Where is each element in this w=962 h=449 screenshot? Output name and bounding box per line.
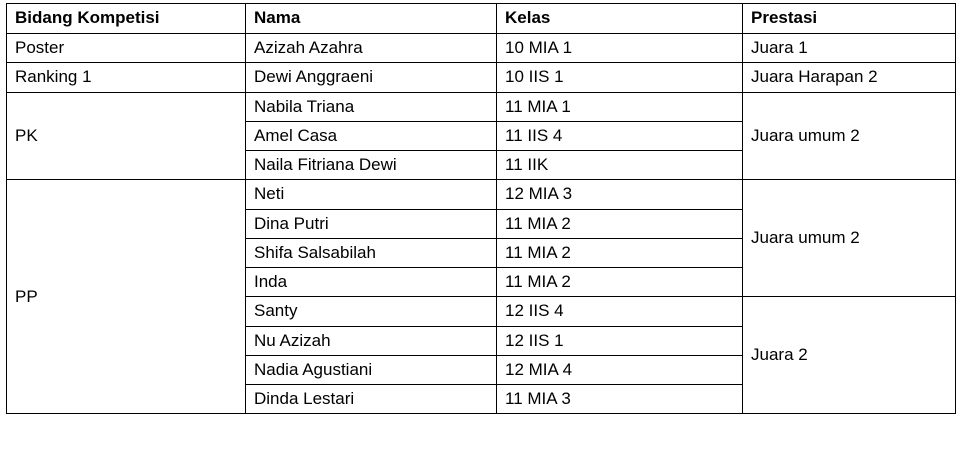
cell-kelas: 12 IIS 4: [497, 297, 743, 326]
cell-nama: Azizah Azahra: [246, 34, 497, 63]
cell-nama: Nadia Agustiani: [246, 355, 497, 384]
cell-bidang: Poster: [7, 34, 246, 63]
cell-nama: Dina Putri: [246, 209, 497, 238]
cell-kelas: 11 IIS 4: [497, 121, 743, 150]
cell-kelas: 12 MIA 4: [497, 355, 743, 384]
competition-table: [6, 3, 956, 414]
cell-prestasi-pp-1: Juara umum 2: [743, 180, 956, 297]
table-row: [7, 180, 956, 209]
cell-kelas: 11 MIA 2: [497, 238, 743, 267]
cell-kelas: 11 IIK: [497, 151, 743, 180]
cell-kelas: 12 IIS 1: [497, 326, 743, 355]
column-header-nama: Nama: [246, 4, 497, 34]
cell-prestasi-pp-2: Juara 2: [743, 297, 956, 414]
cell-bidang-pp: PP: [7, 180, 246, 414]
cell-nama: Amel Casa: [246, 121, 497, 150]
cell-kelas: 10 IIS 1: [497, 63, 743, 92]
cell-prestasi: Juara 1: [743, 34, 956, 63]
cell-kelas: 11 MIA 2: [497, 268, 743, 297]
cell-nama: Inda: [246, 268, 497, 297]
cell-nama: Dewi Anggraeni: [246, 63, 497, 92]
cell-nama: Naila Fitriana Dewi: [246, 151, 497, 180]
table-row: [7, 92, 956, 121]
cell-kelas: 10 MIA 1: [497, 34, 743, 63]
cell-nama: Nabila Triana: [246, 92, 497, 121]
cell-nama: Neti: [246, 180, 497, 209]
cell-nama: Shifa Salsabilah: [246, 238, 497, 267]
column-header-bidang-kompetisi: Bidang Kompetisi: [7, 4, 246, 34]
column-header-kelas: Kelas: [497, 4, 743, 34]
table-body: [7, 34, 956, 414]
cell-kelas: 11 MIA 3: [497, 385, 743, 414]
table-row: [7, 34, 956, 63]
cell-nama: Nu Azizah: [246, 326, 497, 355]
cell-kelas: 11 MIA 2: [497, 209, 743, 238]
cell-nama: Dinda Lestari: [246, 385, 497, 414]
cell-bidang: Ranking 1: [7, 63, 246, 92]
column-header-prestasi: Prestasi: [743, 4, 956, 34]
table-header: [7, 4, 956, 34]
cell-bidang-pk: PK: [7, 92, 246, 180]
cell-prestasi: Juara Harapan 2: [743, 63, 956, 92]
cell-prestasi-pk: Juara umum 2: [743, 92, 956, 180]
cell-kelas: 11 MIA 1: [497, 92, 743, 121]
cell-nama: Santy: [246, 297, 497, 326]
cell-kelas: 12 MIA 3: [497, 180, 743, 209]
competition-table-container: [0, 3, 962, 414]
table-header-row: [7, 4, 956, 34]
table-row: [7, 63, 956, 92]
